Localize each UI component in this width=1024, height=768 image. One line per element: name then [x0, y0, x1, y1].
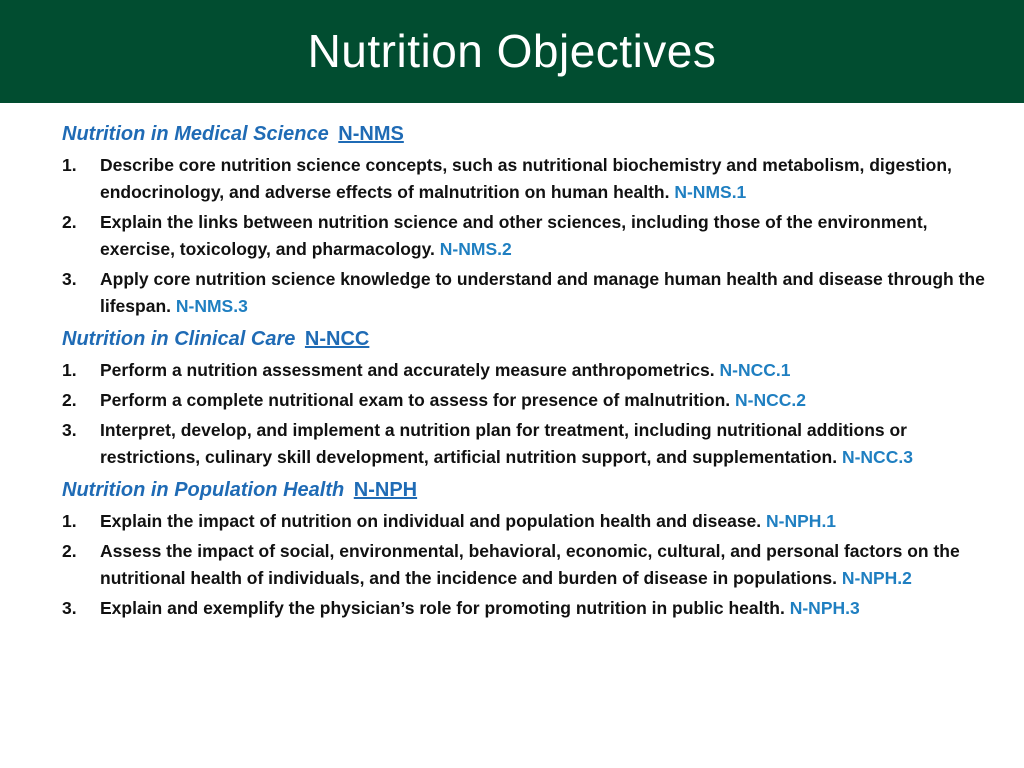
objective-item: [62, 209, 992, 263]
title-banner: [0, 0, 1024, 103]
section-title-text: Nutrition in Clinical Care: [62, 328, 296, 350]
objective-item: [62, 595, 992, 622]
section-title-text: Nutrition in Population Health: [62, 479, 345, 501]
section-heading-clinical-care: [62, 324, 992, 354]
item-code: N-NCC.2: [735, 390, 807, 410]
objectives-content: [62, 119, 992, 622]
item-number: 1.: [62, 360, 77, 380]
item-text: Explain and exemplify the physician’s role for promoting nutrition in public health. N-NPH.3: [100, 598, 860, 618]
section-code-link[interactable]: N-NPH: [353, 479, 418, 501]
objective-item: [62, 508, 992, 535]
item-text: Perform a nutrition assessment and accurately measure anthropometrics. N-NCC.1: [100, 360, 791, 380]
objective-item: [62, 152, 992, 206]
item-text: Explain the impact of nutrition on individual and population health and disease. N-NPH.1: [100, 511, 837, 531]
item-text: Assess the impact of social, environmental, behavioral, economic, cultural, and personal factors on the nutritional health of individuals, and the incidence and burden of disease in populations. N-NPH.2: [100, 541, 960, 588]
objective-item: [62, 266, 992, 320]
objective-item: [62, 387, 992, 414]
item-number: 3.: [62, 598, 77, 618]
item-number: 2.: [62, 541, 77, 561]
item-text: Explain the links between nutrition science and other sciences, including those of the environment, exercise, toxicology, and pharmacology. N-NMS.2: [100, 212, 928, 259]
item-text: Describe core nutrition science concepts, such as nutritional biochemistry and metabolism, digestion, endocrinology, and adverse effects of malnutrition on human health. N-NMS.1: [100, 155, 952, 202]
objective-item: [62, 357, 992, 384]
item-number: 3.: [62, 269, 77, 289]
section-heading-medical-science: [62, 119, 992, 149]
section-code-link[interactable]: N-NCC: [304, 328, 370, 350]
item-number: 1.: [62, 155, 77, 175]
page-title: Nutrition Objectives: [307, 24, 717, 77]
item-number: 3.: [62, 420, 77, 440]
item-code: N-NCC.3: [841, 447, 913, 467]
item-code: N-NPH.2: [841, 568, 912, 588]
objective-item: [62, 417, 992, 471]
objective-list-population-health: [62, 508, 992, 622]
item-number: 1.: [62, 511, 77, 531]
section-heading-population-health: [62, 475, 992, 505]
item-code: N-NCC.1: [719, 360, 791, 380]
item-code: N-NMS.1: [674, 182, 747, 202]
item-number: 2.: [62, 212, 77, 232]
item-text: Interpret, develop, and implement a nutrition plan for treatment, including nutritional additions or restrictions, culinary skill development, artificial nutrition support, and supplementation. N-NCC.3: [100, 420, 913, 467]
item-code: N-NPH.1: [766, 511, 837, 531]
item-text: Perform a complete nutritional exam to assess for presence of malnutrition. N-NCC.2: [100, 390, 807, 410]
item-text: Apply core nutrition science knowledge to understand and manage human health and disease through the lifespan. N-NMS.3: [100, 269, 985, 316]
item-code: N-NPH.3: [789, 598, 860, 618]
item-code: N-NMS.3: [175, 296, 248, 316]
section-title-text: Nutrition in Medical Science: [62, 123, 329, 145]
section-code-link[interactable]: N-NMS: [338, 123, 404, 145]
item-number: 2.: [62, 390, 77, 410]
item-code: N-NMS.2: [439, 239, 512, 259]
objective-item: [62, 538, 992, 592]
objective-list-clinical-care: [62, 357, 992, 471]
objective-list-medical-science: [62, 152, 992, 320]
